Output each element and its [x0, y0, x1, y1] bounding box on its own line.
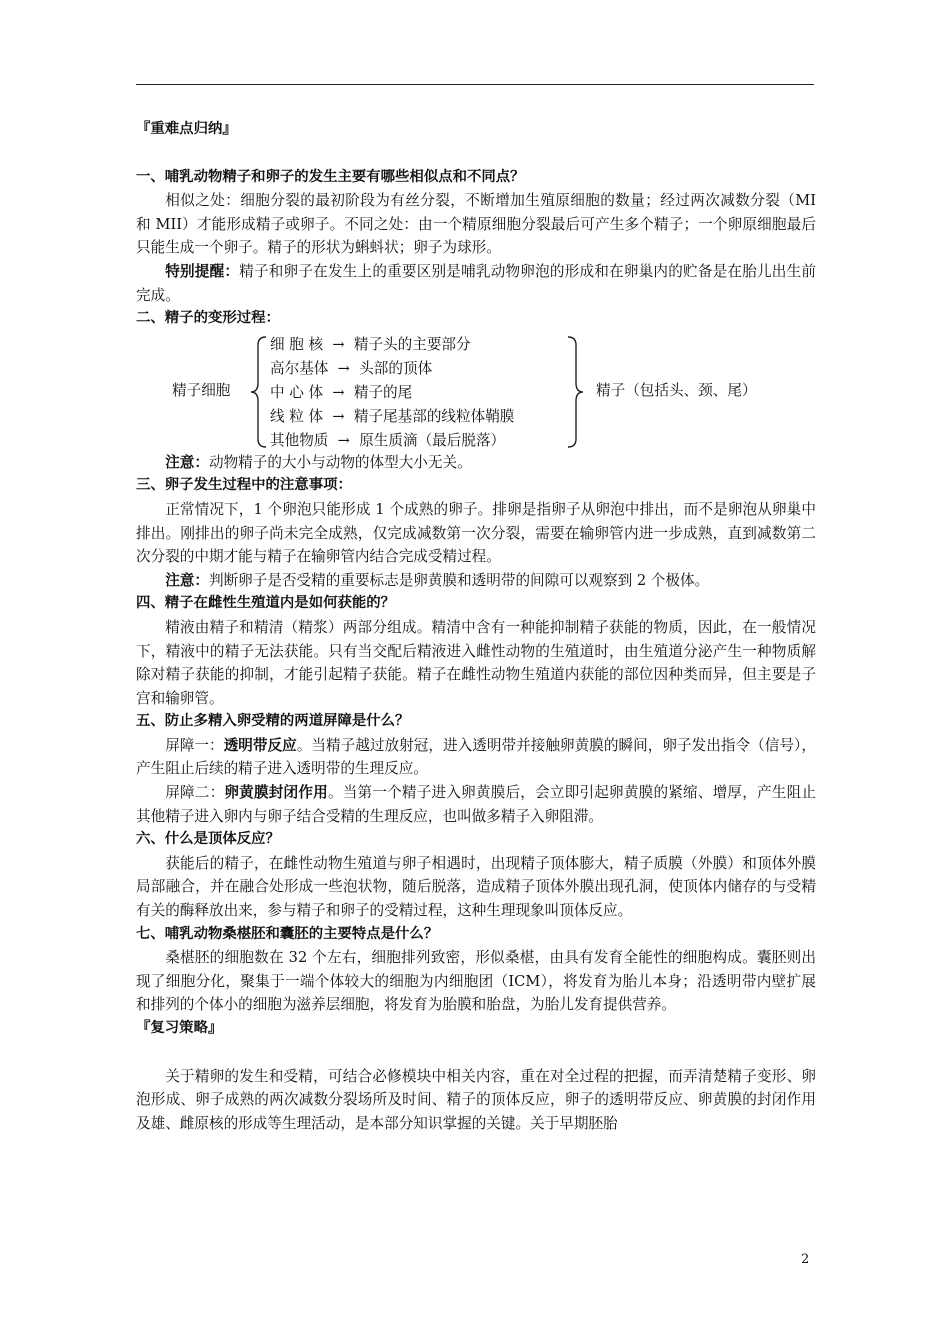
diagram-row: 其他物质 → 原生质滴（最后脱落） — [270, 431, 506, 449]
page-number: 2 — [801, 1252, 810, 1267]
question-1-note — [136, 260, 816, 307]
note-label: 注意： — [165, 453, 209, 471]
arrow-icon: → — [332, 407, 345, 425]
question-6-heading: 六、什么是顶体反应？ — [136, 831, 280, 848]
note-text: 精子和卵子在发生上的重要区别是哺乳动物卵泡的形成和在卵巢内的贮备是在胎儿出生前完成。 — [136, 262, 816, 304]
question-4-paragraph: 精液由精子和精清（精浆）两部分组成。精清中含有一种能抑制精子获能的物质，因此，在一般情况下，精液中的精子无法获能。只有当交配后精液进入雌性动物的生殖道时，由生殖道分泌产生一种物质解除对精子获能的抑制，才能引起精子获能。精子在雌性动物生殖道内获能的部位因种类而异，但主要是子宫和输卵管。 — [136, 618, 816, 707]
diagram-row: 中 心 体 → 精子的尾 — [270, 383, 413, 401]
diagram-left-label: 精子细胞 — [172, 381, 231, 399]
question-6-paragraph: 获能后的精子，在雌性动物生殖道与卵子相遇时，出现精子顶体膨大，精子质膜（外膜）和顶体外膜局部融合，并在融合处形成一些泡状物，随后脱落，造成精子顶体外膜出现孔洞，使顶体内储存的与受精有关的酶释放出来，参与精子和卵子的受精过程，这种生理现象叫顶体反应。 — [136, 854, 816, 920]
arrow-icon: → — [332, 383, 345, 401]
sperm-transformation-diagram — [136, 333, 816, 451]
diagram-row: 高尔基体 → 头部的顶体 — [270, 359, 433, 377]
question-3-paragraph: 正常情况下，1 个卵泡只能形成 1 个成熟的卵子。排卵是指卵子从卵泡中排出，而不是卵泡从卵巢中排出。刚排出的卵子尚未完全成熟，仅完成减数第一次分裂，需要在输卵管内进一步成熟，直到减数第二次分裂的中期才能与精子在输卵管内结合完成受精过程。 — [136, 500, 816, 566]
question-1-paragraph: 相似之处：细胞分裂的最初阶段为有丝分裂，不断增加生殖原细胞的数量；经过两次减数分裂（MI 和 MII）才能形成精子或卵子。不同之处：由一个精原细胞分裂最后可产生多个精子；一个卵原细胞最后只能生成一个卵子。精子的形状为蝌蚪状；卵子为球形。 — [136, 192, 816, 257]
note-label: 特别提醒： — [165, 262, 240, 280]
question-3-note — [136, 569, 816, 593]
note-text: 判断卵子是否受精的重要标志是卵黄膜和透明带的间隙可以观察到 2 个极体。 — [208, 571, 710, 589]
arrow-icon: → — [332, 335, 345, 353]
barrier-2-paragraph: 屏障二：卵黄膜封闭作用。当第一个精子进入卵黄膜后，会立即引起卵黄膜的紧缩、增厚，产生阻止其他精子进入卵内与卵子结合受精的生理反应，也叫做多精子入卵阻滞。 — [136, 784, 816, 825]
note-label: 注意： — [165, 571, 209, 589]
left-brace-icon — [248, 335, 270, 449]
arrow-icon: → — [337, 431, 350, 449]
question-2-heading: 二、精子的变形过程： — [136, 310, 280, 327]
question-1-heading: 一、哺乳动物精子和卵子的发生主要有哪些相似点和不同点？ — [136, 168, 525, 185]
question-5-heading: 五、防止多精入卵受精的两道屏障是什么？ — [136, 713, 410, 730]
page-content — [136, 118, 816, 1135]
arrow-icon: → — [337, 359, 350, 377]
question-7-paragraph: 桑椹胚的细胞数在 32 个左右，细胞排列致密，形似桑椹，由具有发育全能性的细胞构成。囊胚则出现了细胞分化，聚集于一端个体较大的细胞为内细胞团（ICM），将发育为胎儿本身；沿透明带内壁扩展和排列的个体小的细胞为滋养层细胞，将发育为胎膜和胎盘，为胎儿发育提供营养。 — [136, 949, 816, 1014]
right-brace-icon — [564, 335, 586, 449]
note-text: 动物精子的大小与动物的体型大小无关。 — [208, 453, 472, 471]
barrier-2-term: 卵黄膜封闭作用 — [224, 784, 328, 802]
question-7-heading: 七、哺乳动物桑椹胚和囊胚的主要特点是什么？ — [136, 925, 439, 942]
review-paragraph: 关于精卵的发生和受精，可结合必修模块中相关内容，重在对全过程的把握，而弄清楚精子变形、卵泡形成、卵子成熟的两次减数分裂场所及时间、精子的顶体反应，卵子的透明带反应、卵黄膜的封闭作用及雄、雌原核的形成等生理活动，是本部分知识掌握的关键。关于早期胚胎 — [136, 1067, 816, 1132]
question-4-heading: 四、精子在雌性生殖道内是如何获能的？ — [136, 595, 396, 612]
question-3-heading: 三、卵子发生过程中的注意事项： — [136, 477, 352, 494]
header-rule — [136, 84, 814, 85]
barrier-1-term: 透明带反应 — [223, 736, 297, 754]
section-title-key-points: 『重难点归纳』 — [136, 121, 237, 137]
diagram-row: 线 粒 体 → 精子尾基部的线粒体鞘膜 — [270, 407, 515, 425]
diagram-right-label: 精子（包括头、颈、尾） — [596, 381, 757, 399]
barrier-1-paragraph: 屏障一：透明带反应。当精子越过放射冠，进入透明带并接触卵黄膜的瞬间，卵子发出指令（信号），产生阻止后续的精子进入透明带的生理反应。 — [136, 736, 816, 778]
diagram-row: 细 胞 核 → 精子头的主要部分 — [270, 335, 471, 353]
section-title-review: 『复习策略』 — [136, 1020, 223, 1036]
question-2-note — [136, 451, 816, 475]
